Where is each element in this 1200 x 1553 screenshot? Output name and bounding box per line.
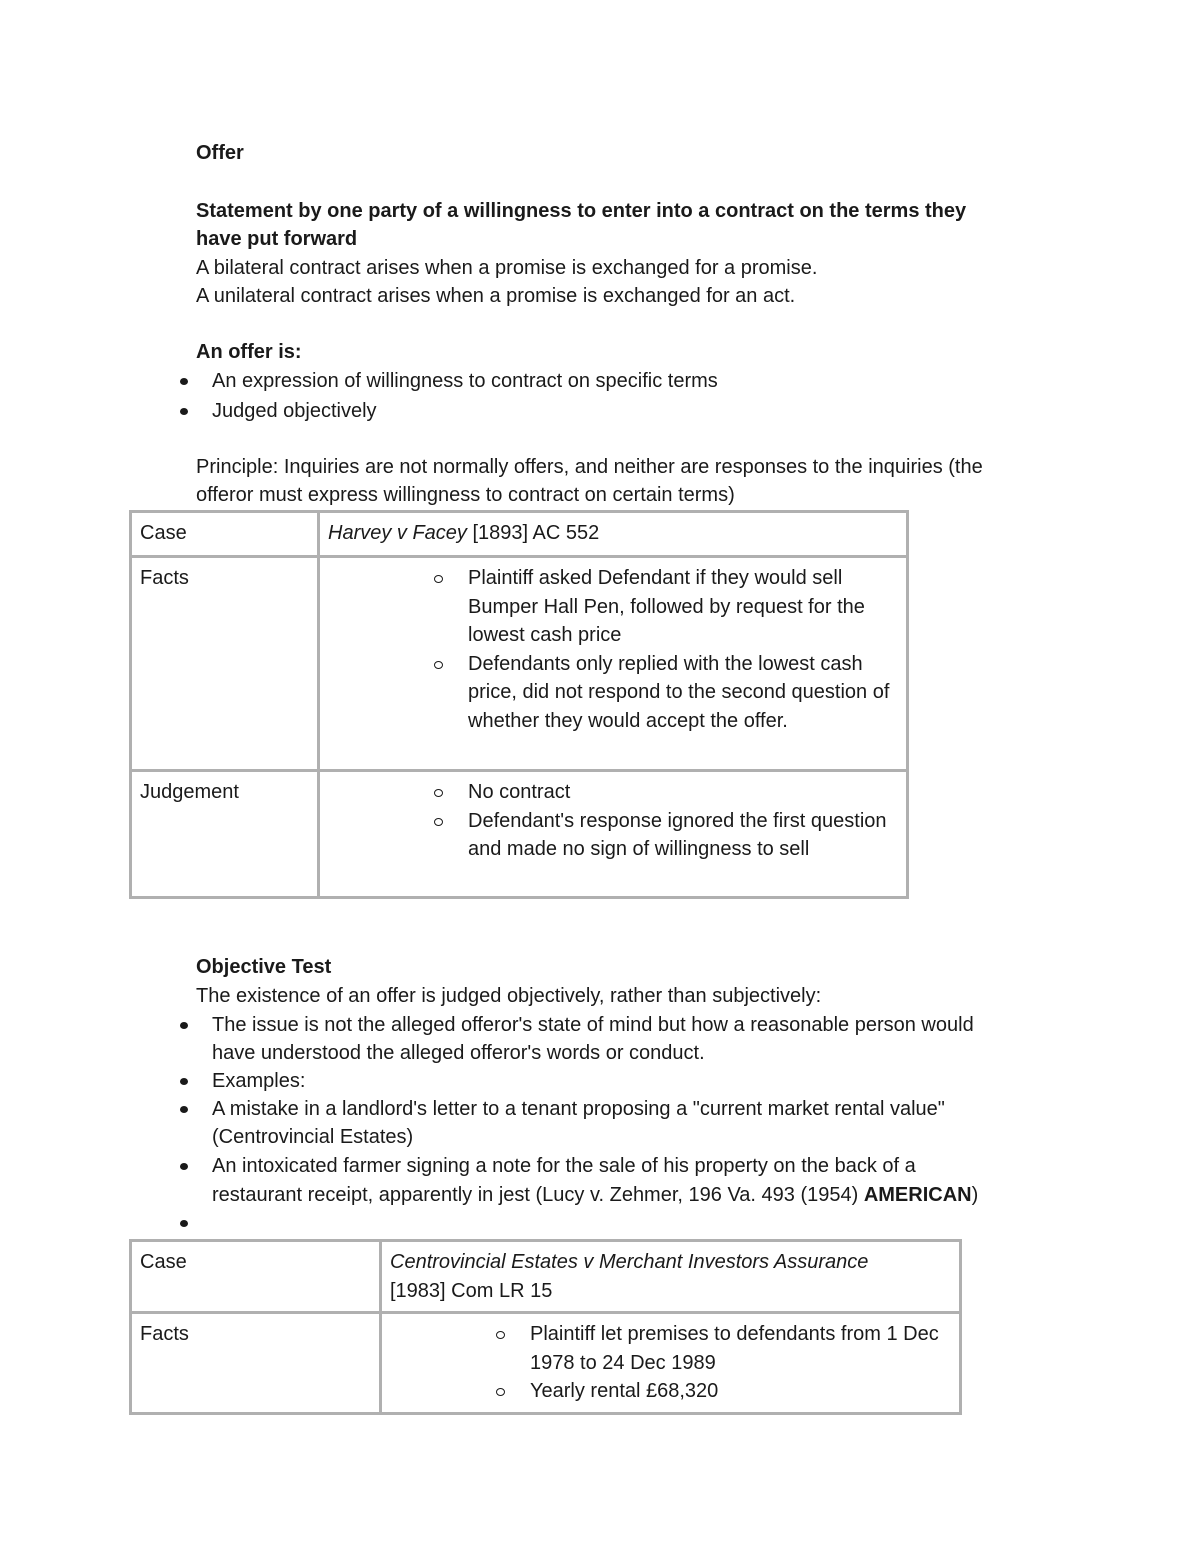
circle-bullet-icon bbox=[434, 818, 443, 826]
offer-is-heading: An offer is: bbox=[196, 341, 302, 363]
case-citation: [1893] AC 552 bbox=[466, 522, 600, 544]
fact-text: Defendants only replied with the lowest cash price, did not respond to the second question of whether they would accept the offer. bbox=[468, 652, 890, 732]
bullet-icon bbox=[180, 1220, 188, 1227]
item4-text-bold: AMERICAN bbox=[863, 1184, 972, 1206]
circle-bullet-icon bbox=[496, 1388, 505, 1396]
item4-text-end: ) bbox=[971, 1184, 979, 1206]
table-row bbox=[131, 1241, 961, 1313]
circle-bullet-icon bbox=[434, 575, 443, 583]
bilateral-contract-text: A bilateral contract arises when a promise is exchanged for a promise. bbox=[196, 257, 818, 279]
bullet-icon bbox=[180, 1106, 188, 1113]
list-item-text: Examples: bbox=[212, 1070, 306, 1092]
list-item bbox=[328, 778, 898, 807]
item4-text-start: restaurant receipt, apparently in jest (Lucy v. Zehmer, 196 Va. 493 (1954) bbox=[212, 1184, 864, 1206]
section-heading-offer: Offer bbox=[196, 142, 244, 164]
bullet-icon bbox=[180, 408, 188, 415]
fact-text: Plaintiff asked Defendant if they would sell Bumper Hall Pen, followed by request for the lowest cash price bbox=[468, 567, 865, 646]
facts-cell bbox=[381, 1313, 961, 1414]
fact-text: Plaintiff let premises to defendants from 1 Dec 1978 to 24 Dec 1989 bbox=[530, 1323, 939, 1374]
list-item-text: An expression of willingness to contract on specific terms bbox=[212, 370, 718, 392]
facts-cell bbox=[319, 557, 908, 771]
table-row bbox=[131, 1313, 961, 1414]
list-item-text: (Centrovincial Estates) bbox=[212, 1126, 414, 1148]
judgement-text: Defendant's response ignored the first question and made no sign of willingness to sell bbox=[468, 809, 887, 860]
case-name-cell bbox=[381, 1241, 961, 1313]
case-citation: [1983] Com LR 15 bbox=[390, 1279, 553, 1302]
offer-definition-line2: have put forward bbox=[196, 228, 358, 250]
case-table-harvey bbox=[129, 510, 909, 899]
bullet-icon bbox=[180, 1078, 188, 1085]
case-label: Case bbox=[131, 1241, 381, 1313]
bullet-icon bbox=[180, 378, 188, 385]
judgement-cell bbox=[319, 771, 908, 898]
table-row bbox=[131, 771, 908, 898]
circle-bullet-icon bbox=[434, 661, 443, 669]
table-row bbox=[131, 512, 908, 557]
list-item-text: A mistake in a landlord's letter to a tenant proposing a "current market rental value" bbox=[212, 1098, 945, 1120]
list-item-text: Judged objectively bbox=[212, 400, 377, 422]
case-name-cell bbox=[319, 512, 908, 557]
list-item bbox=[390, 1320, 951, 1377]
judgement-text: No contract bbox=[468, 781, 571, 803]
list-item bbox=[328, 564, 898, 650]
list-item bbox=[390, 1377, 951, 1406]
circle-bullet-icon bbox=[496, 1331, 505, 1339]
case-table-centrovincial bbox=[129, 1239, 962, 1415]
table-row bbox=[131, 557, 908, 771]
case-label: Case bbox=[131, 512, 319, 557]
list-item bbox=[328, 650, 898, 736]
section-heading-objective-test: Objective Test bbox=[196, 956, 332, 978]
facts-label: Facts bbox=[131, 557, 319, 771]
case-name: Harvey v Facey bbox=[328, 522, 467, 544]
circle-bullet-icon bbox=[434, 789, 443, 797]
list-item bbox=[328, 807, 898, 864]
bullet-icon bbox=[180, 1022, 188, 1029]
judgement-label: Judgement bbox=[131, 771, 319, 898]
bullet-icon bbox=[180, 1163, 188, 1170]
principle-line1: Principle: Inquiries are not normally offers, and neither are responses to the inquiries (the bbox=[196, 456, 983, 478]
case-name: Centrovincial Estates v Merchant Investors Assurance bbox=[390, 1251, 869, 1273]
objective-intro: The existence of an offer is judged objectively, rather than subjectively: bbox=[196, 985, 822, 1007]
offer-definition-line1: Statement by one party of a willingness to enter into a contract on the terms they bbox=[196, 200, 967, 222]
list-item-text: have understood the alleged offeror's words or conduct. bbox=[212, 1042, 705, 1064]
list-item-text: The issue is not the alleged offeror's state of mind but how a reasonable person would bbox=[212, 1014, 974, 1036]
fact-text: Yearly rental £68,320 bbox=[530, 1380, 719, 1402]
list-item-text bbox=[212, 1181, 978, 1209]
facts-label: Facts bbox=[131, 1313, 381, 1414]
principle-line2: offeror must express willingness to contract on certain terms) bbox=[196, 484, 735, 506]
list-item-text: An intoxicated farmer signing a note for the sale of his property on the back of a bbox=[212, 1155, 916, 1177]
unilateral-contract-text: A unilateral contract arises when a promise is exchanged for an act. bbox=[196, 285, 796, 307]
